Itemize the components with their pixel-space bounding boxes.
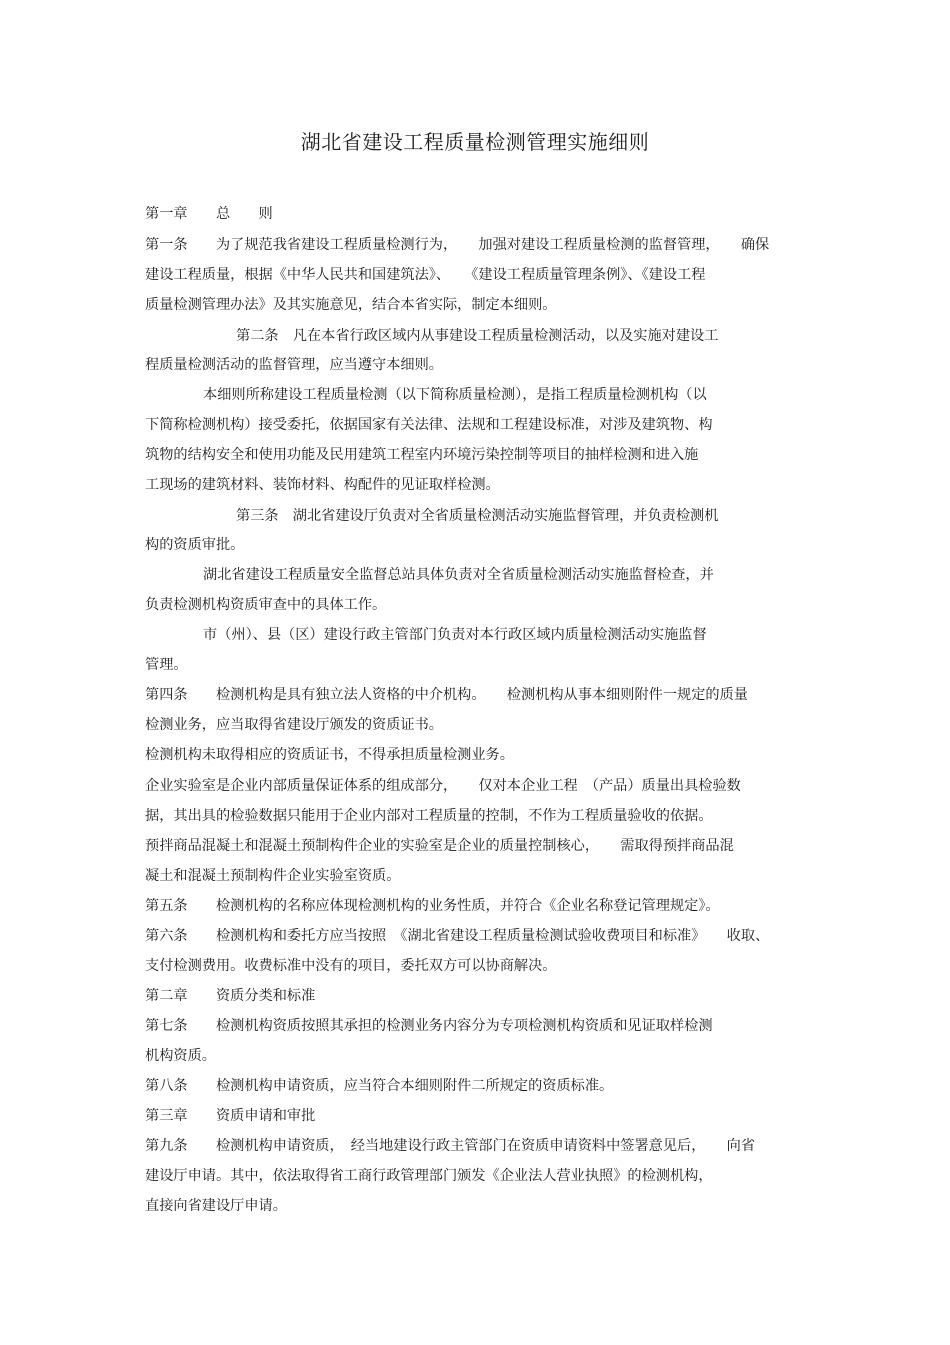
paragraph-line: 构的资质审批。	[145, 537, 245, 553]
paragraph-line: 第五条 检测机构的名称应体现检测机构的业务性质，并符合《企业名称登记管理规定》。	[145, 898, 720, 914]
paragraph-line: 本细则所称建设工程质量检测（以下简称质量检测），是指工程质量检测机构（以	[203, 387, 707, 403]
paragraph-line: 建设厅申请。其中，依法取得省工商行政管理部门颁发《企业法人营业执照》的检测机构，	[145, 1168, 713, 1184]
paragraph-line: 负责检测机构资质审查中的具体工作。	[145, 597, 387, 613]
paragraph-line: 第二条 凡在本省行政区域内从事建设工程质量检测活动，以及实施对建设工	[236, 328, 719, 344]
paragraph-line: 检测业务，应当取得省建设厅颁发的资质证书。	[145, 717, 443, 733]
paragraph-line: 第七条 检测机构资质按照其承担的检测业务内容分为专项检测机构资质和见证取样检测	[145, 1018, 713, 1034]
document-title: 湖北省建设工程质量检测管理实施细则	[300, 130, 650, 154]
chapter-3-heading: 第三章 资质申请和审批	[145, 1108, 316, 1124]
paragraph-line: 第九条 检测机构申请资质， 经当地建设行政主管部门在资质申请资料中签署意见后， 向省	[145, 1138, 756, 1154]
chapter-2-heading: 第二章 资质分类和标准	[145, 988, 316, 1004]
paragraph-line: 支付检测费用。收费标准中没有的项目，委托双方可以协商解决。	[145, 958, 557, 974]
paragraph-line: 第六条 检测机构和委托方应当按照 《湖北省建设工程质量检测试验收费项目和标准》 收取、	[145, 928, 770, 944]
chapter-1-heading: 第一章 总 则	[145, 206, 273, 222]
paragraph-line: 第四条 检测机构是具有独立法人资格的中介机构。 检测机构从事本细则附件一规定的质量	[145, 687, 748, 703]
paragraph-line: 企业实验室是企业内部质量保证体系的组成部分， 仅对本企业工程 （产品）质量出具检验数	[145, 778, 741, 794]
paragraph-line: 管理。	[145, 657, 188, 673]
paragraph-line: 直接向省建设厅申请。	[145, 1198, 287, 1214]
paragraph-line: 筑物的结构安全和使用功能及民用建筑工程室内环境污染控制等项目的抽样检测和进入施	[145, 447, 699, 463]
paragraph-line: 质量检测管理办法》及其实施意见，结合本省实际，制定本细则。	[145, 297, 557, 313]
paragraph-line: 下简称检测机构）接受委托，依据国家有关法律、法规和工程建设标准，对涉及建筑物、构	[145, 417, 713, 433]
paragraph-line: 第一条 为了规范我省建设工程质量检测行为， 加强对建设工程质量检测的监督管理， 确保	[145, 237, 770, 253]
paragraph-line: 建设工程质量，根据《中华人民共和国建筑法》、 《建设工程质量管理条例》、《建设工程	[145, 267, 706, 283]
paragraph-line: 预拌商品混凝土和混凝土预制构件企业的实验室是企业的质量控制核心， 需取得预拌商品混	[145, 838, 734, 854]
paragraph-line: 湖北省建设工程质量安全监督总站具体负责对全省质量检测活动实施监督检查，并	[203, 567, 714, 583]
paragraph-line: 机构资质。	[145, 1048, 216, 1064]
paragraph-line: 第八条 检测机构申请资质，应当符合本细则附件二所规定的资质标准。	[145, 1078, 614, 1094]
paragraph-line: 凝土和混凝土预制构件企业实验室资质。	[145, 868, 401, 884]
paragraph-line: 检测机构未取得相应的资质证书，不得承担质量检测业务。	[145, 747, 514, 763]
paragraph-line: 市（州）、县（区）建设行政主管部门负责对本行政区域内质量检测活动实施监督	[203, 627, 707, 643]
paragraph-line: 据，其出具的检验数据只能用于企业内部对工程质量的控制，不作为工程质量验收的依据。	[145, 808, 713, 824]
paragraph-line: 第三条 湖北省建设厅负责对全省质量检测活动实施监督管理，并负责检测机	[236, 508, 719, 524]
paragraph-line: 工现场的建筑材料、装饰材料、构配件的见证取样检测。	[145, 477, 500, 493]
paragraph-line: 程质量检测活动的监督管理，应当遵守本细则。	[145, 357, 443, 373]
